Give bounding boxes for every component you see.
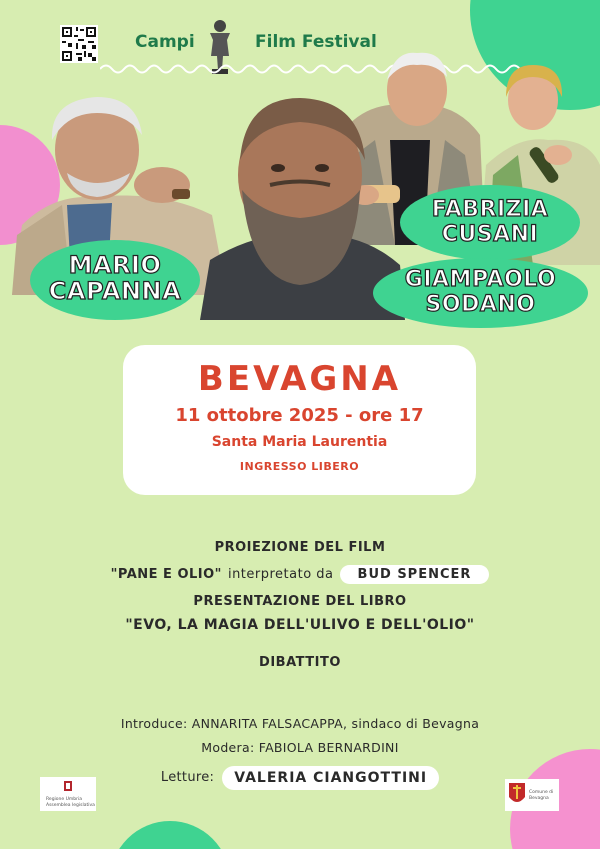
film-title: "PANE E OLIO" xyxy=(110,567,222,582)
moderate-line xyxy=(0,737,600,759)
event-city: BEVAGNA xyxy=(197,359,402,399)
introduce-role: sindaco di Bevagna xyxy=(351,716,480,731)
event-info-card xyxy=(123,345,476,495)
moderate-label: Modera: xyxy=(201,740,255,755)
speaker-name-line: SODANO xyxy=(425,292,536,317)
speaker-name-line: MARIO xyxy=(68,251,162,279)
region-logo-text-1: Regione Umbria xyxy=(46,797,82,802)
film-connector: interpretato da xyxy=(227,567,334,582)
speaker-name-line: GIAMPAOLO xyxy=(404,267,557,292)
speaker-name-line: FABRIZIA xyxy=(431,197,549,222)
festival-name-part-1: Campi xyxy=(135,32,195,52)
event-entry: INGRESSO LIBERO xyxy=(239,460,360,473)
qr-code-icon[interactable] xyxy=(60,25,98,63)
moderate-name: FABIOLA BERNARDINI xyxy=(258,740,399,755)
readings-name-badge: VALERIA CIANGOTTINI xyxy=(222,766,439,790)
book-heading: PRESENTAZIONE DEL LIBRO xyxy=(193,594,407,609)
book-title: "EVO, LA MAGIA DELL'ULIVO E DELL'OLIO" xyxy=(125,617,475,633)
speaker-badge-fabrizia-cusani xyxy=(400,185,580,260)
event-venue: Santa Maria Laurentia xyxy=(211,434,388,450)
film-line xyxy=(0,565,600,584)
city-logo-text-1: Comune di xyxy=(529,790,554,795)
readings-label: Letture: xyxy=(160,770,215,785)
city-logo-text-2: Bevagna xyxy=(529,796,549,801)
introduce-name: ANNARITA FALSACAPPA, xyxy=(191,716,348,731)
event-program xyxy=(0,540,600,670)
speaker-name-line: CAPANNA xyxy=(48,277,182,305)
film-actor-badge: BUD SPENCER xyxy=(340,565,490,584)
debate-item: DIBATTITO xyxy=(259,655,341,670)
comune-bevagna-logo xyxy=(505,779,559,811)
speaker-badge-giampaolo-sodano xyxy=(373,258,588,328)
introduce-label: Introduce: xyxy=(120,716,188,731)
speaker-badge-mario-capanna xyxy=(30,240,200,320)
screening-heading: PROIEZIONE DEL FILM xyxy=(214,540,386,555)
decor-circle-bottom xyxy=(110,821,230,849)
regione-umbria-logo xyxy=(40,777,96,811)
region-logo-text-2: Assemblea legislativa xyxy=(46,803,95,808)
introduce-line xyxy=(0,713,600,735)
speaker-name-line: CUSANI xyxy=(441,222,539,247)
festival-name-part-2: Film Festival xyxy=(255,32,377,52)
event-datetime: 11 ottobre 2025 - ore 17 xyxy=(175,405,424,426)
